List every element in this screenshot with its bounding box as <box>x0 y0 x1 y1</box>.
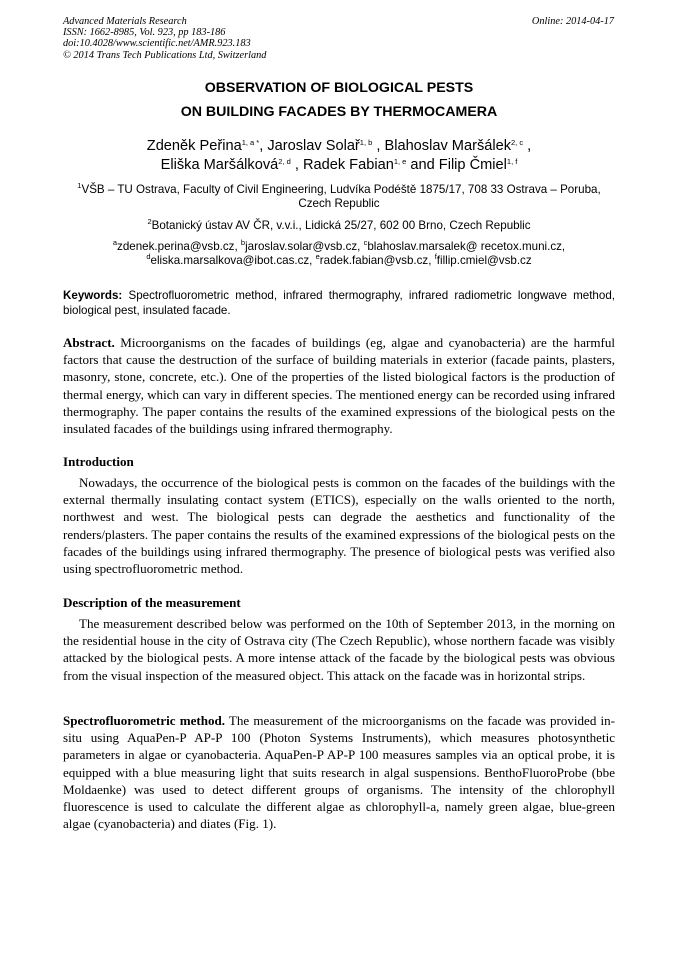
journal-header <box>63 16 266 61</box>
email-mark: a <box>112 238 118 247</box>
author-name: , Radek Fabian <box>290 157 394 173</box>
email-link[interactable]: blahoslav.marsalek@ recetox.muni.cz, <box>367 240 566 253</box>
abstract-section <box>63 334 615 437</box>
affiliation-mark: 1 <box>77 181 82 190</box>
spectro-label: Spectrofluorometric method. <box>63 713 225 728</box>
title-line-1: OBSERVATION OF BIOLOGICAL PESTS <box>204 80 474 96</box>
email-mark: c <box>363 238 368 247</box>
introduction-text: Nowadays, the occurrence of the biological pests is common on the facades of the buildings with the external thermally insulating contact system (ETICS), especially on the walls oriented to the north, northwest and west. The biological pests can degrade the aesthetics and functionality of the renders/plasters. The paper contains the results of the examined expressions of the biological pests on the facades of the buildings using infrared thermography. The presence of biological pests was verified also using spectrofluorometric method. <box>63 475 615 577</box>
author-separator: , <box>523 138 532 154</box>
affiliation-text: Botanický ústav AV ČR, v.v.i., Lidická 25/27, 602 00 Brno, Czech Republic <box>151 219 531 232</box>
affiliation-mark: 2 <box>147 217 152 226</box>
author-affiliation-mark: 2, c <box>511 138 524 147</box>
email-line-2 <box>63 254 615 268</box>
title-line-2: ON BUILDING FACADES BY THERMOCAMERA <box>180 104 498 120</box>
author-list <box>63 137 615 175</box>
keywords-text: Spectrofluorometric method, infrared thermography, infrared radiometric longwave method, biological pest, insulated facade. <box>63 289 615 317</box>
journal-name: Advanced Materials Research <box>63 16 187 27</box>
doi-line: doi:10.4028/www.scientific.net/AMR.923.183 <box>63 38 251 50</box>
email-link[interactable]: zdenek.perina@vsb.cz, <box>117 240 241 253</box>
email-mark: f <box>434 252 437 262</box>
abstract-label: Abstract. <box>63 335 115 350</box>
keywords-section <box>63 289 615 318</box>
affiliation-1 <box>63 183 615 212</box>
online-date: Online: 2014-04-17 <box>531 16 614 27</box>
email-link[interactable]: radek.fabian@vsb.cz, <box>319 254 435 268</box>
author-affiliation-mark: 1, f <box>506 157 518 166</box>
spectrofluorometric-section <box>63 712 615 832</box>
email-mark: b <box>240 238 246 247</box>
email-link[interactable]: eliska.marsalkova@ibot.cas.cz, <box>150 254 316 268</box>
email-list <box>63 240 615 269</box>
author-line-1 <box>63 137 615 156</box>
author-affiliation-mark: 1, e <box>393 157 407 166</box>
copyright-line: © 2014 Trans Tech Publications Ltd, Switzerland <box>63 49 267 61</box>
author-name: and Filip Čmiel <box>406 157 507 173</box>
author-affiliation-mark: 1, a * <box>241 138 260 147</box>
issn-line: ISSN: 1662-8985, Vol. 923, pp 183-186 <box>63 27 226 39</box>
email-mark: d <box>146 252 151 262</box>
author-line-2 <box>63 156 615 175</box>
affiliation-2 <box>63 219 615 233</box>
keywords-label: Keywords: <box>63 289 123 302</box>
affiliation-text: VŠB – TU Ostrava, Faculty of Civil Engineering, Ludvíka Podéště 1875/17, 708 33 Ostrava – Poruba, Czech Republic <box>81 183 601 211</box>
email-mark: e <box>315 252 320 262</box>
author-name: , Jaroslav Solař <box>259 138 360 154</box>
abstract-text: Microorganisms on the facades of buildings (eg, algae and cyanobacteria) are the harmful factors that cause the destruction of the surface of building materials in exterior (facade paints, plasters, masonry, stone, concrete, etc.). One of the properties of the listed biological factors is the production of thermal energy, which can vary in different species. The mentioned energy can be recorded using infrared thermography. The paper contains the results of the examined expressions of the biological pests on the insulated facades of the buildings using infrared thermography. <box>63 335 615 437</box>
author-affiliation-mark: 1, b <box>359 138 373 147</box>
email-link[interactable]: jaroslav.solar@vsb.cz, <box>245 240 364 253</box>
measurement-text: The measurement described below was performed on the 10th of September 2013, in the morning on the residential house in the city of Ostrava city (The Czech Republic), whose northern facade was visibly attacked by the biological pests. A more intense attack of the facade by the biological pests was obvious from the visual inspection of the measured object. This attack on the facade was in horizontal strips. <box>63 616 615 683</box>
spectro-text: The measurement of the microorganisms on the facade was provided in-situ using AquaPen-P AP-P 100 (Photon Systems Instruments), which measures photosynthetic parameters in algae or cyanobacteria. AquaPen-P AP-P 100 measures samples via an optical probe, it is equipped with a blue measuring light that suits research in algal suspensions. BenthoFluoroProbe (bbe Moldaenke) was used to detect different groups of organisms. The intensity of the chlorophyll fluorescence is used to calculate the different algae as chlorophyll-a, namely green algae, blue-green algae (cyanobacteria) and diates (Fig. 1). <box>63 713 615 832</box>
author-affiliation-mark: 2, d <box>278 157 291 166</box>
author-name: , Blahoslav Maršálek <box>372 138 512 154</box>
introduction-heading: Introduction <box>63 454 134 469</box>
author-name: Zdeněk Peřina <box>146 138 242 154</box>
measurement-heading: Description of the measurement <box>63 595 241 610</box>
email-link[interactable]: fillip.cmiel@vsb.cz <box>436 254 532 268</box>
author-name: Eliška Maršálková <box>160 157 279 173</box>
